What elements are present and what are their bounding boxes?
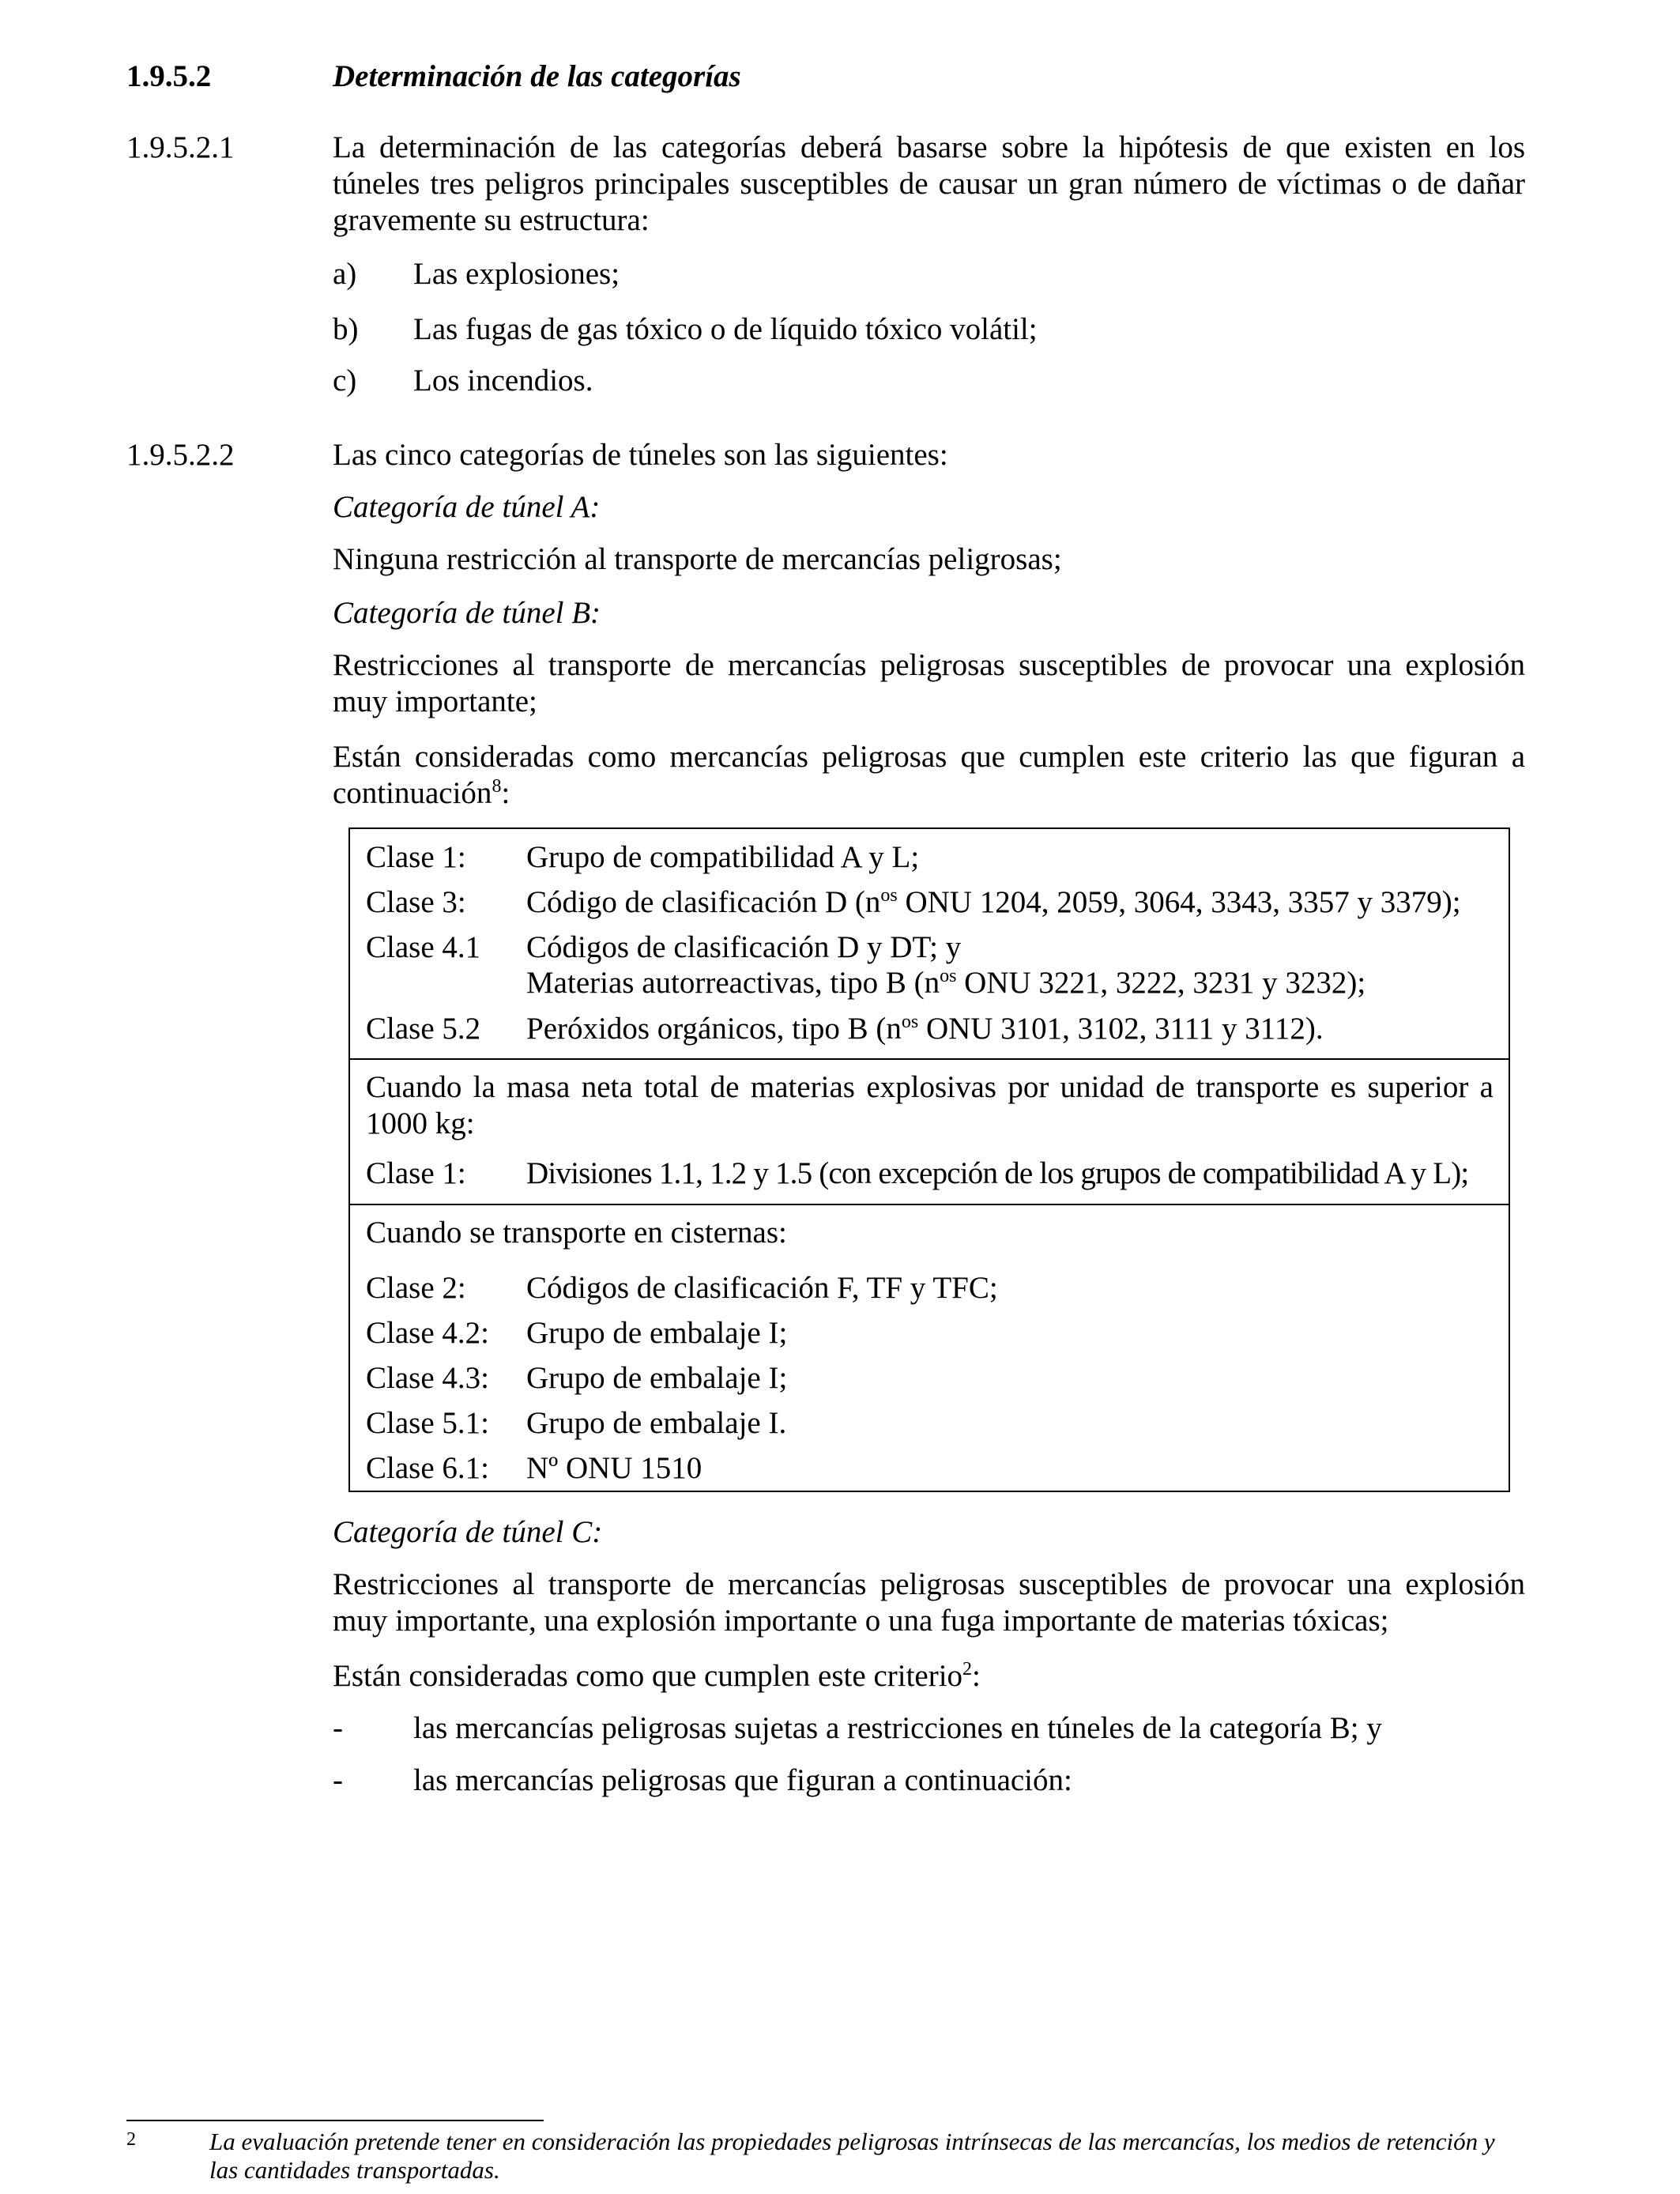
footnote-text: La evaluación pretende tener en consideración las propiedades peligrosas intrínsecas de las mercancías, los medios de retención y las cantidades transportadas. (209, 2128, 1495, 2184)
footnote-separator (126, 2120, 544, 2121)
class-label: Clase 3: (366, 885, 466, 919)
table-section-classes (350, 829, 1509, 1058)
list-item-label: c) (333, 364, 357, 398)
list-item-label: b) (333, 312, 359, 346)
bullet-dash: - (333, 1763, 343, 1797)
section-number: 1.9.5.2 (126, 59, 212, 93)
category-b-title: Categoría de túnel B: (333, 596, 601, 630)
category-b-text: Restricciones al transporte de mercancías peligrosas susceptibles de provocar una explosión muy importante; (333, 648, 1525, 718)
bullet-dash: - (333, 1711, 343, 1745)
paragraph-number-1: 1.9.5.2.1 (126, 130, 235, 164)
class-label: Clase 4.3: (366, 1361, 489, 1395)
list-item-label: a) (333, 257, 357, 291)
class-label: Clase 2: (366, 1271, 466, 1305)
class-desc: Códigos de clasificación F, TF y TFC; (526, 1271, 998, 1305)
class-desc: Nº ONU 1510 (526, 1451, 703, 1485)
tanks-intro: Cuando se transporte en cisternas: (366, 1216, 787, 1250)
footnote-number: 2 (126, 2129, 136, 2150)
class-label: Clase 4.2: (366, 1316, 489, 1350)
table-section-tanks (350, 1204, 1509, 1491)
class-label: Clase 5.1: (366, 1406, 489, 1440)
list-item-text: Las fugas de gas tóxico o de líquido tóxico volátil; (413, 312, 1038, 346)
list-item-text: Las explosiones; (413, 257, 620, 291)
category-a-title: Categoría de túnel A: (333, 490, 601, 524)
class-desc: Divisiones 1.1, 1.2 y 1.5 (con excepción de los grupos de compatibilidad A y L); (526, 1156, 1469, 1190)
paragraph-number-2: 1.9.5.2.2 (126, 438, 235, 472)
category-c-criterion: Están consideradas como que cumplen este criterio$^2$: (333, 1659, 981, 1693)
category-c-text: Restricciones al transporte de mercancías peligrosas susceptibles de provocar una explosión muy importante, una explosión importante o una fuga importante de materias tóxicas; (333, 1567, 1525, 1638)
class-label: Clase 6.1: (366, 1451, 489, 1485)
class-desc: Grupo de embalaje I; (526, 1361, 788, 1395)
table-section-net-mass (350, 1058, 1509, 1204)
class-desc: Grupo de compatibilidad A y L; (526, 840, 920, 874)
class-label: Clase 1: (366, 1156, 466, 1190)
list-item-text: Los incendios. (413, 364, 593, 398)
class-label: Clase 5.2 (366, 1012, 481, 1046)
class-desc: Código de clasificación D ($n^{os}$ ONU 1204, 2059, 3064, 3343, 3357 y 3379); (526, 885, 1461, 919)
class-desc: Peróxidos orgánicos, tipo B ($n^{os}$ ONU 3101, 3102, 3111 y 3112). (526, 1012, 1324, 1046)
footnote-ref: 2 (962, 1659, 973, 1679)
class-label: Clase 1: (366, 840, 466, 874)
category-b-criterion: Están consideradas como mercancías peligrosas que cumplen este criterio las que figuran a continuación$^8$: (333, 740, 1525, 810)
class-label: Clase 4.1 (366, 930, 481, 964)
paragraph-1-text: La determinación de las categorías deberá basarse sobre la hipótesis de que existen en los túneles tres peligros principales susceptibles de causar un gran número de víctimas o de dañar gravemente su estructura: (333, 130, 1525, 237)
category-a-text: Ninguna restricción al transporte de mercancías peligrosas; (333, 542, 1062, 576)
class-desc: Códigos de clasificación D y DT; y (526, 930, 962, 964)
bullet-text: las mercancías peligrosas que figuran a continuación: (413, 1763, 1072, 1797)
class-desc: Grupo de embalaje I; (526, 1316, 788, 1350)
bullet-text: las mercancías peligrosas sujetas a restricciones en túneles de la categoría B; y (413, 1711, 1382, 1745)
class-desc: Materias autorreactivas, tipo B ($n^{os}$ ONU 3221, 3222, 3231 y 3232); (526, 966, 1366, 1000)
net-mass-intro: Cuando la masa neta total de materias explosivas por unidad de transporte es superior a 1000 kg: (366, 1070, 1494, 1140)
footnote-ref: 8 (492, 776, 502, 797)
section-title: Determinación de las categorías (333, 59, 741, 93)
class-desc: Grupo de embalaje I. (526, 1406, 787, 1440)
category-c-title: Categoría de túnel C: (333, 1515, 603, 1549)
paragraph-2-intro: Las cinco categorías de túneles son las siguientes: (333, 438, 948, 472)
category-b-table (348, 827, 1510, 1492)
